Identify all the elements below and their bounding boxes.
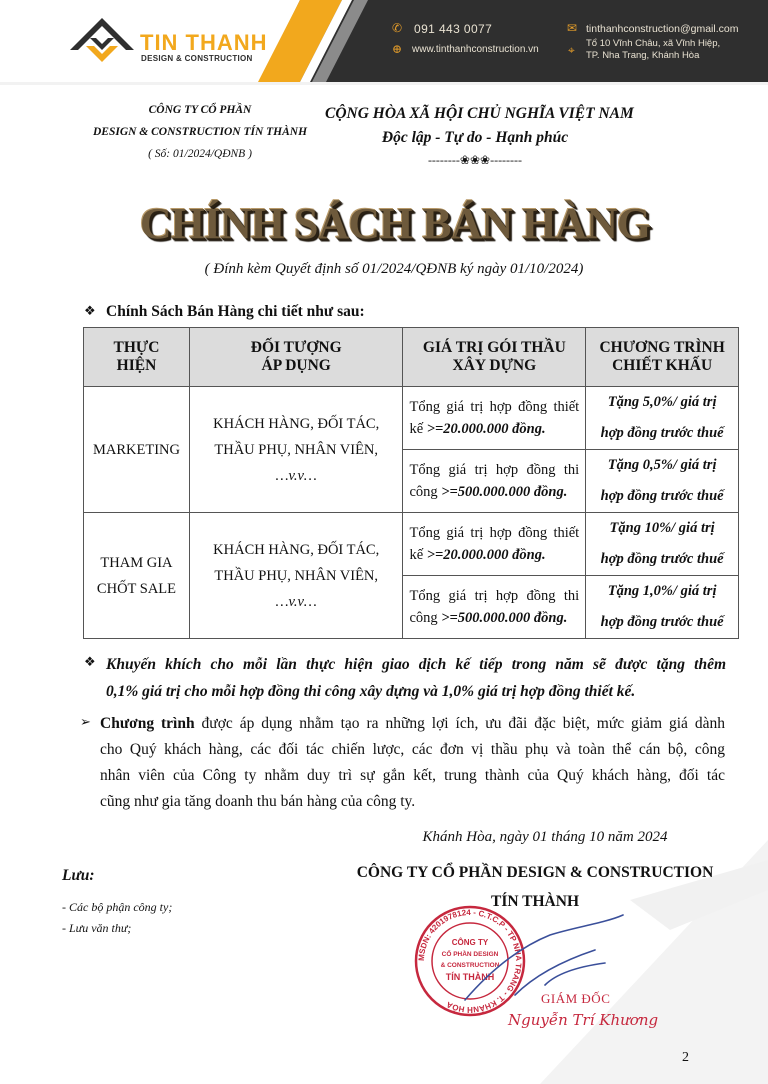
nation-line1: CỘNG HÒA XÃ HỘI CHỦ NGHĨA VIỆT NAM (325, 105, 634, 122)
location-icon: ⌖ (568, 43, 575, 57)
section-heading: Chính Sách Bán Hàng chi tiết như sau: (106, 303, 365, 320)
header-discount: CHƯƠNG TRÌNH CHIẾT KHẤU (586, 328, 739, 387)
company-line1: CÔNG TY CỔ PHẦN (148, 104, 252, 116)
arrow-bullet-icon: ➢ (80, 715, 91, 730)
stamp-line3: & CONSTRUCTION (440, 962, 500, 969)
stamp-line1: CÔNG TY (451, 938, 489, 947)
header-address-line2: TP. Nha Trang, Khánh Hòa (586, 50, 700, 61)
value-cell: Tổng giá trị hợp đồng thi công >=500.000.000 đồng. (403, 450, 586, 513)
note-item-2: - Lưu văn thư; (62, 921, 132, 935)
director-title: GIÁM ĐỐC (541, 991, 611, 1006)
header-phone: 091 443 0077 (414, 22, 493, 36)
value-cell: Tổng giá trị hợp đồng thiết kế >=20.000.000 đồng. (403, 513, 586, 576)
table-row (84, 513, 739, 576)
nation-motto: Độc lập - Tự do - Hạnh phúc (381, 129, 569, 146)
diamond-bullet-icon: ❖ (84, 655, 96, 670)
logo-name: TIN THANH (140, 30, 268, 55)
note-heading: Lưu: (62, 867, 95, 884)
table-header-row (84, 328, 739, 387)
value-cell: Tổng giá trị hợp đồng thi công >=500.000.000 đồng. (403, 576, 586, 639)
note-item-1: - Các bộ phận công ty; (62, 900, 173, 914)
header-target: ĐỐI TƯỢNG ÁP DỤNG (189, 328, 403, 387)
document-title: CHÍNH SÁCH BÁN HÀNG (139, 199, 651, 248)
program-paragraph: Chương trình được áp dụng nhằm tạo ra những lợi ích, ưu đãi đặc biệt, mức giảm giá dành cho Quý khách hàng, các đối tác chiến lược, các đơn vị thầu phụ và toàn thể cán bộ, công nhân viên của Công ty nhằm duy trì sự gắn kết, trung thành của Quý khách hàng, đối tác cũng như gia tăng doanh thu bán hàng của công ty. (100, 715, 725, 810)
stamp-ring-text: MSDN: 4201978124 - C.T.C.P - TP NHA TRANG - T. KHÁNH HÒA (416, 907, 524, 1015)
document-number: ( Số: 01/2024/QĐNB ) (148, 148, 252, 160)
email-icon: ✉ (567, 21, 578, 35)
program-cell: MARKETING (84, 387, 190, 513)
header-address-line1: Tổ 10 Vĩnh Châu, xã Vĩnh Hiệp, (586, 38, 721, 49)
program-cell: THAM GIA CHỐT SALE (84, 513, 190, 639)
header-website: www.tinthanhconstruction.vn (412, 44, 539, 55)
sales-policy-table (83, 327, 739, 639)
discount-cell: Tặng 0,5%/ giá trị hợp đồng trước thuế (586, 450, 739, 513)
nation-block (325, 103, 634, 169)
discount-cell: Tặng 5,0%/ giá trị hợp đồng trước thuế (586, 387, 739, 450)
stamp-line4: TÍN THÀNH (445, 972, 495, 982)
diamond-bullet-icon: ❖ (84, 304, 96, 319)
value-cell: Tổng giá trị hợp đồng thiết kế >=20.000.000 đồng. (403, 387, 586, 450)
discount-cell: Tặng 1,0%/ giá trị hợp đồng trước thuế (586, 576, 739, 639)
phone-icon: ✆ (392, 21, 403, 35)
target-cell: KHÁCH HÀNG, ĐỐI TÁC, THẦU PHỤ, NHÂN VIÊN, …v.v… (189, 387, 403, 513)
director-name: Nguyễn Trí Khương (508, 1011, 659, 1029)
page-number: 2 (682, 1050, 689, 1065)
stamp-line2: CỔ PHẦN DESIGN (441, 951, 499, 958)
target-cell: KHÁCH HÀNG, ĐỐI TÁC, THẦU PHỤ, NHÂN VIÊN, …v.v… (189, 513, 403, 639)
table-row (84, 387, 739, 450)
discount-cell: Tặng 10%/ giá trị hợp đồng trước thuế (586, 513, 739, 576)
logo-tagline: DESIGN & CONSTRUCTION (141, 54, 253, 63)
signatory-company: CÔNG TY CỔ PHẦN DESIGN & CONSTRUCTION TÍN THÀNH (356, 864, 714, 910)
company-logo-icon (68, 16, 136, 66)
encouragement-note: Khuyến khích cho mỗi lần thực hiện giao dịch kế tiếp trong năm sẽ được tặng thêm 0,1% giá trị cho mỗi hợp đồng thi công xây dựng và 1,0% giá trị hợp đồng thiết kế. (106, 656, 726, 700)
globe-icon: ⊕ (392, 42, 403, 56)
company-line2: DESIGN & CONSTRUCTION TÍN THÀNH (92, 126, 308, 138)
company-block (60, 99, 340, 165)
header-email: tinthanhconstruction@gmail.com (586, 23, 739, 35)
header-program: THỰC HIỆN (84, 328, 190, 387)
place-date: Khánh Hòa, ngày 01 tháng 10 năm 2024 (422, 829, 668, 845)
header-value: GIÁ TRỊ GÓI THẦU XÂY DỰNG (403, 328, 586, 387)
document-subtitle: ( Đính kèm Quyết định số 01/2024/QĐNB ký ngày 01/10/2024) (204, 261, 584, 277)
nation-divider: --------❀❀❀-------- (427, 153, 523, 167)
